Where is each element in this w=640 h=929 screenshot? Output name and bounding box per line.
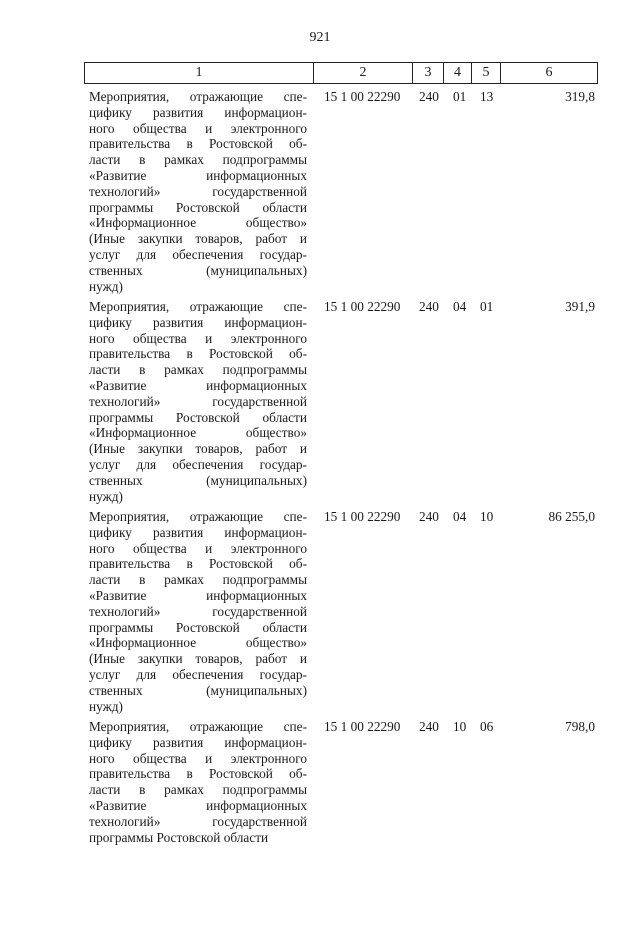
description-line: ласти в рамках подпрограммы: [89, 782, 307, 798]
row-description: [89, 719, 307, 845]
description-line: нужд): [89, 278, 123, 294]
column-number-row: [85, 63, 598, 84]
table-body: [84, 89, 597, 929]
description-line: «Развитие информационных: [89, 587, 307, 603]
description-line: цифику развития информацион-: [89, 524, 307, 540]
description-line: «Развитие информационных: [89, 167, 307, 183]
description-line: услуг для обеспечения государ-: [89, 456, 307, 472]
description-line: услуг для обеспечения государ-: [89, 246, 307, 262]
description-line: ного общества и электронного: [89, 540, 307, 556]
description-line: ственных (муниципальных): [89, 682, 307, 698]
subsection-code: 06: [480, 719, 494, 734]
table-row: [84, 719, 597, 929]
subsection-code: 01: [480, 299, 494, 314]
row-description: [89, 509, 307, 714]
expense-type-code: 240: [419, 299, 439, 314]
target-code: 15 1 00 22290: [324, 719, 401, 734]
section-code: 04: [453, 509, 467, 524]
table-row: [84, 509, 597, 719]
table-header: [84, 62, 598, 84]
table-row: [84, 299, 597, 509]
amount: 798,0: [565, 719, 595, 734]
description-line: ласти в рамках подпрограммы: [89, 362, 307, 378]
subsection-code: 10: [480, 509, 494, 524]
amount: 319,8: [565, 89, 595, 104]
description-line: ного общества и электронного: [89, 120, 307, 136]
description-line: (Иные закупки товаров, работ и: [89, 231, 307, 247]
description-line: «Развитие информационных: [89, 377, 307, 393]
description-line: «Информационное общество»: [89, 635, 307, 651]
section-code: 04: [453, 299, 467, 314]
target-code: 15 1 00 22290: [324, 299, 401, 314]
description-line: цифику развития информацион-: [89, 734, 307, 750]
description-line: правительства в Ростовской об-: [89, 556, 307, 572]
column-5-header: 5: [472, 63, 501, 84]
description-line: нужд): [89, 488, 123, 504]
description-line: «Информационное общество»: [89, 215, 307, 231]
target-code: 15 1 00 22290: [324, 509, 401, 524]
description-line: ласти в рамках подпрограммы: [89, 152, 307, 168]
description-line: ного общества и электронного: [89, 750, 307, 766]
section-code: 10: [453, 719, 467, 734]
description-line: ственных (муниципальных): [89, 262, 307, 278]
description-line: (Иные закупки товаров, работ и: [89, 441, 307, 457]
row-description: [89, 89, 307, 294]
expense-type-code: 240: [419, 509, 439, 524]
description-line: программы Ростовской области: [89, 619, 307, 635]
column-4-header: 4: [444, 63, 472, 84]
description-line: Мероприятия, отражающие спе-: [89, 719, 307, 734]
description-line: программы Ростовской области: [89, 829, 269, 845]
description-line: технологий» государственной: [89, 603, 307, 619]
column-2-header: 2: [314, 63, 413, 84]
description-line: Мероприятия, отражающие спе-: [89, 509, 307, 524]
column-6-header: 6: [501, 63, 598, 84]
description-line: Мероприятия, отражающие спе-: [89, 89, 307, 104]
subsection-code: 13: [480, 89, 494, 104]
column-1-header: 1: [85, 63, 314, 84]
description-line: Мероприятия, отражающие спе-: [89, 299, 307, 314]
description-line: цифику развития информацион-: [89, 314, 307, 330]
table-row: [84, 89, 597, 299]
amount: 86 255,0: [548, 509, 595, 524]
column-3-header: 3: [413, 63, 444, 84]
description-line: ласти в рамках подпрограммы: [89, 572, 307, 588]
description-line: ного общества и электронного: [89, 330, 307, 346]
description-line: услуг для обеспечения государ-: [89, 666, 307, 682]
description-line: программы Ростовской области: [89, 199, 307, 215]
description-line: правительства в Ростовской об-: [89, 346, 307, 362]
description-line: технологий» государственной: [89, 813, 307, 829]
description-line: (Иные закупки товаров, работ и: [89, 651, 307, 667]
description-line: ственных (муниципальных): [89, 472, 307, 488]
description-line: технологий» государственной: [89, 183, 307, 199]
description-line: «Развитие информационных: [89, 797, 307, 813]
description-line: правительства в Ростовской об-: [89, 136, 307, 152]
description-line: правительства в Ростовской об-: [89, 766, 307, 782]
page-number: 921: [309, 30, 331, 45]
description-line: технологий» государственной: [89, 393, 307, 409]
row-description: [89, 299, 307, 504]
amount: 391,9: [565, 299, 595, 314]
description-line: нужд): [89, 698, 123, 714]
section-code: 01: [453, 89, 467, 104]
expense-type-code: 240: [419, 719, 439, 734]
target-code: 15 1 00 22290: [324, 89, 401, 104]
description-line: цифику развития информацион-: [89, 104, 307, 120]
expense-type-code: 240: [419, 89, 439, 104]
description-line: программы Ростовской области: [89, 409, 307, 425]
description-line: «Информационное общество»: [89, 425, 307, 441]
